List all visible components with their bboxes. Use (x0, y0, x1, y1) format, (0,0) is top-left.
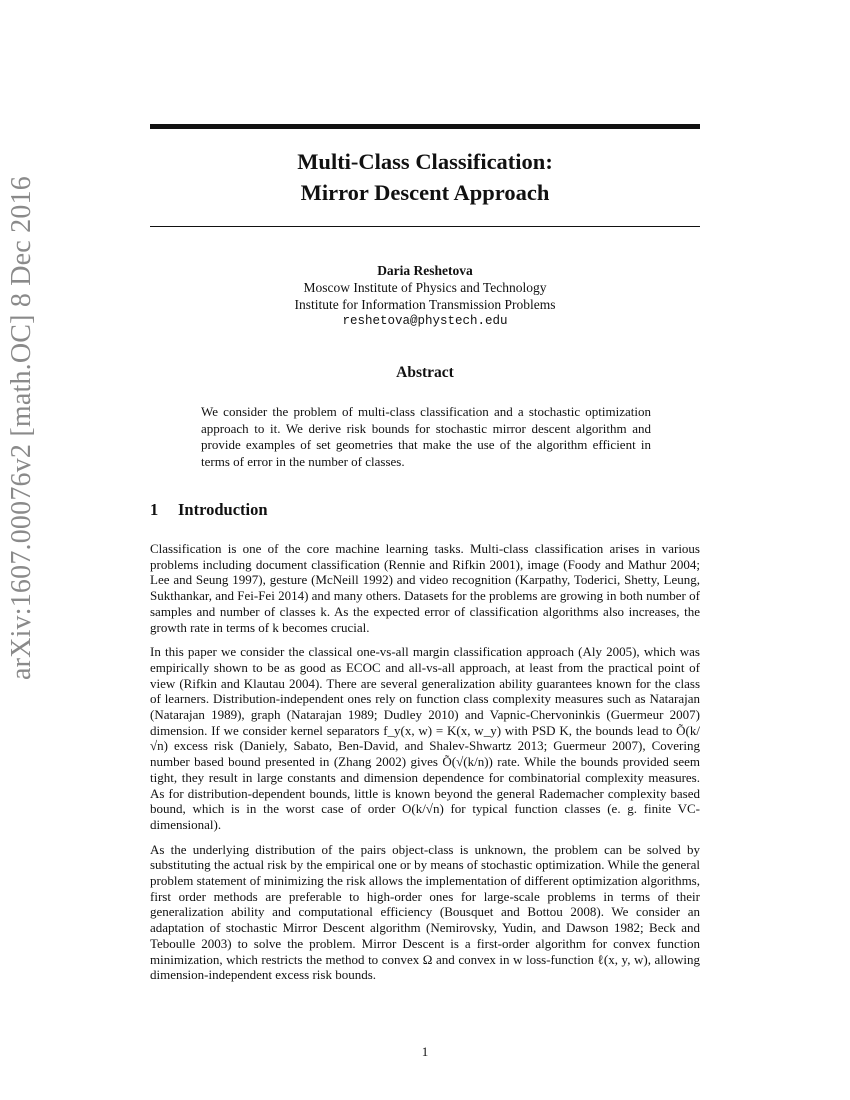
title-rule-bottom (150, 226, 700, 227)
section-body (150, 541, 700, 992)
author-email: reshetova@phystech.edu (342, 314, 508, 328)
author-name: Daria Reshetova (377, 263, 473, 278)
section-number: 1 (150, 500, 159, 519)
title-rule-top (150, 124, 700, 129)
author-affiliation-2: Institute for Information Transmission Problems (294, 297, 556, 312)
paragraph-3: As the underlying distribution of the pairs object-class is unknown, the problem can be solved by substituting the actual risk by the empirical one or by means of stochastic optimization. While the general problem statement of minimizing the risk allows the implementation of different optimization algorithms, first order methods are preferable to high-order ones for large-scale problems in terms of their generalization ability and computational efficiency (Bousquet and Bottou 2008). We consider an adaptation of stochastic Mirror Descent algorithm (Nemirovsky, Yudin, and Dawson 1982; Beck and Teboulle 2003) to solve the problem. Mirror Descent is a first-order algorithm for convex function minimization, which restricts the method to convex Ω and convex in w loss-function ℓ(x, y, w), allowing dimension-independent excess risk bounds. (150, 841, 700, 983)
arxiv-stamp-text: arXiv:1607.00076v2 [math.OC] 8 Dec 2016 (6, 176, 37, 680)
author-block (150, 262, 700, 330)
title-line-2: Mirror Descent Approach (300, 180, 550, 205)
arxiv-stamp (6, 176, 66, 680)
paragraph-2: In this paper we consider the classical one-vs-all margin classification approach (Aly 2005), which was empirically shown to be as good as ECOC and all-vs-all approach, at least from the practical point of view (Rifkin and Klautau 2004). There are several generalization ability guarantees known for the class of learners. Distribution-independent ones rely on function class complexity measures such as Natarajan (Natarajan 1989), graph (Natarajan 1989; Dudley 2010) and Vapnic-Chervoninkis (Guermeur 2007) dimension. If we consider kernel separators f_y(x, w) = K(x, w_y) with PSD K, the bounds lead to Õ(k/√n) excess risk (Daniely, Sabato, Ben-David, and Shalev-Shwartz 2013; Guermeur 2007), Covering number based bound presented in (Zhang 2002) gives Õ(√(k/n)) rate. While the bounds provided seem tight, they result in large constants and dimension dependence for combinatorial complexity measures. As for distribution-dependent bounds, little is known beyond the general Rademacher complexity based bound, which is in the worst case of order O(k/√n) for typical function classes (e. g. finite VC-dimensional). (150, 644, 700, 832)
title-line-1: Multi-Class Classification: (297, 149, 553, 174)
author-affiliation-1: Moscow Institute of Physics and Technology (303, 280, 547, 295)
paragraph-1: Classification is one of the core machine learning tasks. Multi-class classification arises in various problems including document classification (Rennie and Rifkin 2001), image (Foody and Mathur 2004; Lee and Seung 1997), gesture (McNeill 1992) and video recognition (Karpathy, Toderici, Shetty, Leung, Sukthankar, and Fei-Fei 2014) and many others. Datasets for the problems are growing in both number of samples and number of classes k. As the expected error of classification algorithms also increases, the growth rate in terms of k becomes crucial. (150, 541, 700, 635)
page-number: 1 (421, 1044, 429, 1059)
abstract-text: We consider the problem of multi-class classification and a stochastic optimization approach to it. We derive risk bounds for stochastic mirror descent algorithm and provide examples of set geometries that make the use of the algorithm efficient in terms of error in the number of classes. (201, 404, 651, 469)
section-title: Introduction (178, 500, 268, 519)
section-heading (150, 500, 700, 520)
abstract-heading: Abstract (396, 364, 454, 381)
paper-title (150, 146, 700, 208)
